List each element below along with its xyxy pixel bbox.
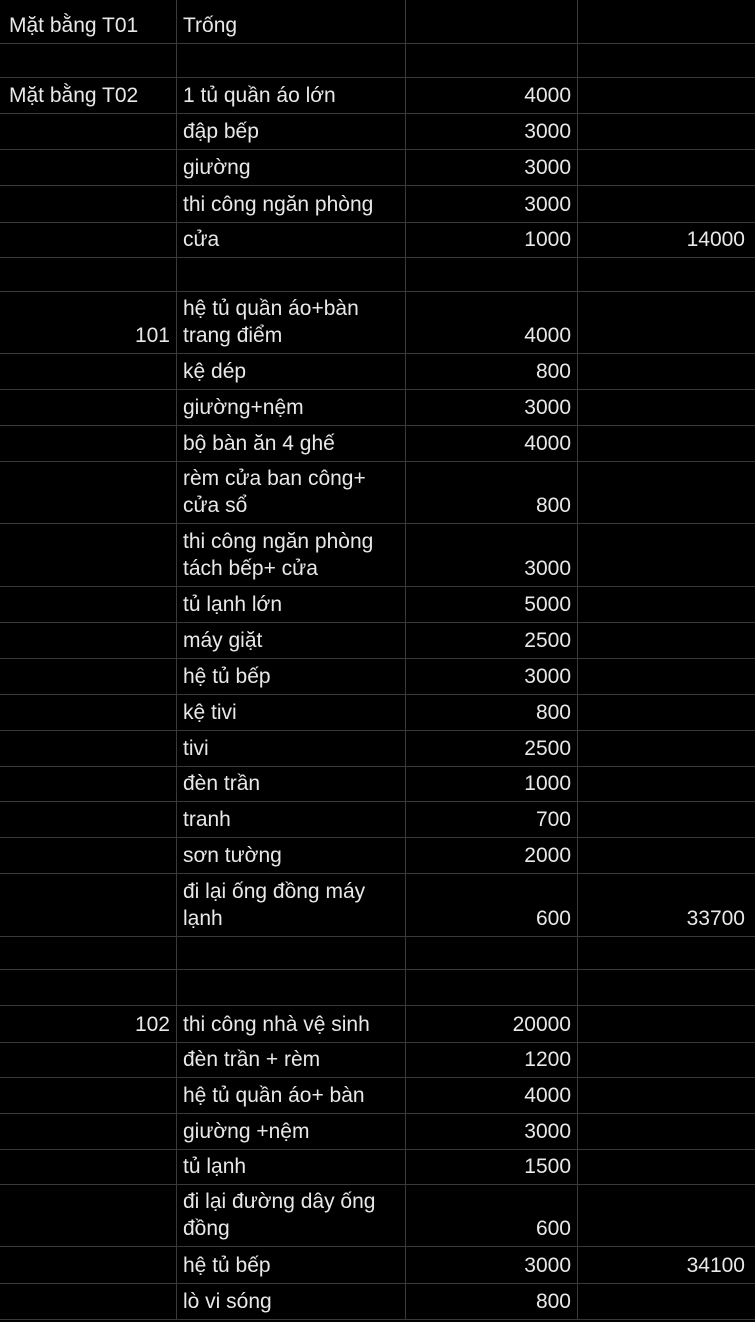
- table-row: [0, 354, 755, 390]
- cell-area[interactable]: [0, 78, 177, 113]
- cell-subtotal[interactable]: [578, 1150, 755, 1184]
- cell-item-text: đi lại ống đồng máy lạnh: [183, 880, 366, 930]
- cell-item[interactable]: [177, 1150, 406, 1184]
- cell-subtotal-text: 14000: [686, 228, 745, 251]
- cell-cost-text: 3000: [524, 557, 571, 580]
- cell-subtotal[interactable]: [578, 874, 755, 936]
- cell-cost[interactable]: [406, 524, 578, 586]
- cell-item[interactable]: [177, 390, 406, 425]
- cell-item[interactable]: [177, 223, 406, 257]
- cell-cost-text: 600: [535, 1217, 571, 1240]
- cell-cost[interactable]: [406, 623, 578, 658]
- cell-subtotal-text: 33700: [686, 907, 745, 930]
- cell-cost-text: 2500: [524, 737, 571, 760]
- table-row: [0, 0, 755, 44]
- cell-subtotal-text: 34100: [686, 1254, 745, 1277]
- cell-area[interactable]: [0, 1043, 177, 1077]
- cell-item-text: sơn tường: [183, 844, 282, 867]
- cell-area[interactable]: [0, 802, 177, 837]
- cell-subtotal[interactable]: [578, 1284, 755, 1319]
- cell-area[interactable]: [0, 1150, 177, 1184]
- cell-item-text: lò vi sóng: [183, 1290, 272, 1313]
- cell-area[interactable]: [0, 1006, 177, 1042]
- cell-item-text: tủ lạnh lớn: [183, 593, 283, 616]
- cell-subtotal[interactable]: [578, 426, 755, 461]
- cell-cost-text: 4000: [524, 1084, 571, 1107]
- table-row: [0, 659, 755, 695]
- cell-item[interactable]: [177, 44, 406, 77]
- table-row: [0, 390, 755, 426]
- cell-cost-text: 600: [535, 907, 571, 930]
- cell-subtotal[interactable]: [578, 390, 755, 425]
- cell-cost[interactable]: [406, 186, 578, 222]
- cell-subtotal[interactable]: [578, 767, 755, 801]
- table-row: [0, 1078, 755, 1114]
- cell-cost[interactable]: [406, 78, 578, 113]
- cell-cost[interactable]: [406, 1043, 578, 1077]
- cell-area-text: Mặt bằng T02: [9, 84, 139, 107]
- cell-area[interactable]: [0, 292, 177, 353]
- cell-cost[interactable]: [406, 838, 578, 873]
- cell-subtotal[interactable]: [578, 731, 755, 766]
- cell-subtotal[interactable]: [578, 462, 755, 523]
- cell-item[interactable]: [177, 937, 406, 969]
- cell-item-text: Trống: [183, 14, 238, 37]
- cell-area[interactable]: [0, 462, 177, 523]
- cell-cost[interactable]: [406, 1006, 578, 1042]
- table-row: [0, 838, 755, 874]
- cell-subtotal[interactable]: [578, 1247, 755, 1283]
- cell-item-text: tivi: [183, 737, 209, 760]
- cell-item-text: thi công ngăn phòng tách bếp+ cửa: [183, 530, 374, 580]
- cell-subtotal[interactable]: [578, 659, 755, 694]
- cell-cost[interactable]: [406, 659, 578, 694]
- cell-subtotal[interactable]: [578, 1078, 755, 1113]
- cell-cost-text: 800: [535, 701, 571, 724]
- table-row: [0, 623, 755, 659]
- cell-subtotal[interactable]: [578, 258, 755, 291]
- cell-cost-text: 3000: [524, 156, 571, 179]
- cell-item-text: thi công ngăn phòng: [183, 193, 374, 216]
- table-row: [0, 1114, 755, 1150]
- cell-item[interactable]: [177, 0, 406, 43]
- cell-area[interactable]: [0, 186, 177, 222]
- table-row: [0, 970, 755, 1006]
- cell-subtotal[interactable]: [578, 1006, 755, 1042]
- table-row: [0, 462, 755, 524]
- cell-area[interactable]: [0, 767, 177, 801]
- cell-item[interactable]: [177, 1284, 406, 1319]
- table-row: [0, 1006, 755, 1043]
- cell-item-text: tủ lạnh: [183, 1155, 247, 1178]
- cell-subtotal[interactable]: [578, 802, 755, 837]
- cell-area-text: 102: [134, 1013, 170, 1036]
- cell-cost[interactable]: [406, 937, 578, 969]
- table-row: [0, 874, 755, 937]
- cell-area[interactable]: [0, 838, 177, 873]
- table-row: [0, 524, 755, 587]
- cell-cost-text: 1500: [524, 1155, 571, 1178]
- cell-cost[interactable]: [406, 223, 578, 257]
- cell-area-text: 101: [134, 324, 170, 347]
- cell-subtotal[interactable]: [578, 150, 755, 185]
- table-row: [0, 1043, 755, 1078]
- cell-item-text: giường +nệm: [183, 1120, 310, 1143]
- table-row: [0, 1247, 755, 1284]
- cell-cost[interactable]: [406, 292, 578, 353]
- cell-subtotal[interactable]: [578, 587, 755, 622]
- cell-item-text: 1 tủ quần áo lớn: [183, 84, 336, 107]
- cell-subtotal[interactable]: [578, 292, 755, 353]
- table-row: [0, 426, 755, 462]
- cell-subtotal[interactable]: [578, 44, 755, 77]
- cell-item-text: hệ tủ bếp: [183, 1254, 271, 1277]
- cell-item[interactable]: [177, 802, 406, 837]
- cell-item-text: tranh: [183, 808, 231, 831]
- cell-subtotal[interactable]: [578, 1043, 755, 1077]
- cell-subtotal[interactable]: [578, 1114, 755, 1149]
- cell-subtotal[interactable]: [578, 0, 755, 43]
- cell-area[interactable]: [0, 695, 177, 730]
- cell-item-text: giường+nệm: [183, 396, 304, 419]
- cell-subtotal[interactable]: [578, 623, 755, 658]
- cell-cost-text: 2500: [524, 629, 571, 652]
- cell-area[interactable]: [0, 937, 177, 969]
- cell-cost-text: 800: [535, 360, 571, 383]
- cell-area[interactable]: [0, 970, 177, 1005]
- cell-area[interactable]: [0, 1114, 177, 1149]
- cell-cost-text: 700: [535, 808, 571, 831]
- table-row: [0, 587, 755, 623]
- cell-item[interactable]: [177, 623, 406, 658]
- cell-cost[interactable]: [406, 1284, 578, 1319]
- cell-cost-text: 3000: [524, 120, 571, 143]
- cell-item-text: hệ tủ bếp: [183, 665, 271, 688]
- cell-area[interactable]: [0, 1247, 177, 1283]
- table-row: [0, 292, 755, 354]
- cell-cost[interactable]: [406, 426, 578, 461]
- cell-subtotal[interactable]: [578, 78, 755, 113]
- cell-area[interactable]: [0, 1185, 177, 1246]
- table-row: [0, 767, 755, 802]
- table-row: [0, 78, 755, 114]
- cell-area[interactable]: [0, 223, 177, 257]
- cell-item-text: rèm cửa ban công+ cửa sổ: [183, 467, 366, 517]
- cell-cost[interactable]: [406, 587, 578, 622]
- cell-item[interactable]: [177, 1006, 406, 1042]
- cell-item-text: hệ tủ quần áo+bàn trang điểm: [183, 297, 359, 347]
- cell-item-text: hệ tủ quần áo+ bàn: [183, 1084, 365, 1107]
- cell-subtotal[interactable]: [578, 223, 755, 257]
- cell-cost[interactable]: [406, 1078, 578, 1113]
- cell-area[interactable]: [0, 524, 177, 586]
- cell-cost[interactable]: [406, 150, 578, 185]
- cell-item[interactable]: [177, 731, 406, 766]
- cell-cost[interactable]: [406, 767, 578, 801]
- cell-area[interactable]: [0, 114, 177, 149]
- cell-item-text: giường: [183, 156, 251, 179]
- table-row: [0, 258, 755, 292]
- cell-item-text: đèn trần + rèm: [183, 1048, 321, 1071]
- cell-item[interactable]: [177, 258, 406, 291]
- cell-cost[interactable]: [406, 354, 578, 389]
- cell-cost-text: 800: [535, 494, 571, 517]
- cell-cost-text: 3000: [524, 396, 571, 419]
- cell-cost[interactable]: [406, 874, 578, 936]
- cell-cost[interactable]: [406, 0, 578, 43]
- cell-item-text: đi lại đường dây ống đồng: [183, 1190, 376, 1240]
- cell-item[interactable]: [177, 78, 406, 113]
- table-row: [0, 1284, 755, 1320]
- cell-item[interactable]: [177, 1185, 406, 1246]
- cell-cost[interactable]: [406, 258, 578, 291]
- cell-area[interactable]: [0, 1078, 177, 1113]
- cell-cost[interactable]: [406, 1185, 578, 1246]
- cell-item[interactable]: [177, 354, 406, 389]
- table-row: [0, 150, 755, 186]
- cell-item[interactable]: [177, 462, 406, 523]
- cell-cost-text: 4000: [524, 324, 571, 347]
- cell-item[interactable]: [177, 659, 406, 694]
- cell-cost-text: 4000: [524, 84, 571, 107]
- table-row: [0, 1150, 755, 1185]
- cell-item-text: kệ dép: [183, 360, 247, 383]
- cell-item[interactable]: [177, 695, 406, 730]
- cell-cost-text: 1200: [524, 1048, 571, 1071]
- cell-area[interactable]: [0, 0, 177, 43]
- cell-area[interactable]: [0, 354, 177, 389]
- table-row: [0, 695, 755, 731]
- cell-subtotal[interactable]: [578, 354, 755, 389]
- cell-cost[interactable]: [406, 462, 578, 523]
- cell-cost[interactable]: [406, 731, 578, 766]
- cell-cost-text: 1000: [524, 228, 571, 251]
- cell-area[interactable]: [0, 731, 177, 766]
- cell-cost[interactable]: [406, 44, 578, 77]
- cell-cost-text: 3000: [524, 1254, 571, 1277]
- cell-subtotal[interactable]: [578, 1185, 755, 1246]
- cell-item[interactable]: [177, 114, 406, 149]
- cell-item[interactable]: [177, 186, 406, 222]
- table-row: [0, 186, 755, 223]
- cell-item[interactable]: [177, 838, 406, 873]
- cell-cost-text: 3000: [524, 1120, 571, 1143]
- cell-item[interactable]: [177, 1247, 406, 1283]
- cell-cost[interactable]: [406, 114, 578, 149]
- cell-cost[interactable]: [406, 1114, 578, 1149]
- cell-item[interactable]: [177, 150, 406, 185]
- cell-cost[interactable]: [406, 1150, 578, 1184]
- cell-item-text: đèn trần: [183, 772, 261, 795]
- cell-cost[interactable]: [406, 695, 578, 730]
- table-row: [0, 44, 755, 78]
- cell-area[interactable]: [0, 1284, 177, 1319]
- cell-cost-text: 5000: [524, 593, 571, 616]
- cell-item[interactable]: [177, 292, 406, 353]
- cell-cost-text: 3000: [524, 193, 571, 216]
- cell-item[interactable]: [177, 1114, 406, 1149]
- table-row: [0, 114, 755, 150]
- cell-item[interactable]: [177, 426, 406, 461]
- cell-item[interactable]: [177, 874, 406, 936]
- table-row: [0, 802, 755, 838]
- cell-subtotal[interactable]: [578, 695, 755, 730]
- cell-item[interactable]: [177, 524, 406, 586]
- cell-cost[interactable]: [406, 1247, 578, 1283]
- cell-cost-text: 1000: [524, 772, 571, 795]
- cell-subtotal[interactable]: [578, 114, 755, 149]
- cell-area[interactable]: [0, 258, 177, 291]
- cell-subtotal[interactable]: [578, 970, 755, 1005]
- cell-cost[interactable]: [406, 802, 578, 837]
- cell-area[interactable]: [0, 150, 177, 185]
- cell-area[interactable]: [0, 874, 177, 936]
- cell-area[interactable]: [0, 390, 177, 425]
- cell-item[interactable]: [177, 587, 406, 622]
- cell-area[interactable]: [0, 659, 177, 694]
- cell-area[interactable]: [0, 587, 177, 622]
- cell-item-text: đập bếp: [183, 120, 259, 143]
- cell-item[interactable]: [177, 970, 406, 1005]
- cell-cost-text: 2000: [524, 844, 571, 867]
- table-row: [0, 1185, 755, 1247]
- cell-cost-text: 3000: [524, 665, 571, 688]
- cell-cost-text: 4000: [524, 432, 571, 455]
- table-row: [0, 223, 755, 258]
- cell-item-text: thi công nhà vệ sinh: [183, 1013, 370, 1036]
- cell-subtotal[interactable]: [578, 838, 755, 873]
- cell-cost-text: 800: [535, 1290, 571, 1313]
- cell-subtotal[interactable]: [578, 524, 755, 586]
- table-row: [0, 731, 755, 767]
- cell-item-text: cửa: [183, 228, 220, 251]
- cell-item[interactable]: [177, 767, 406, 801]
- cell-item-text: máy giặt: [183, 629, 263, 652]
- cell-item[interactable]: [177, 1078, 406, 1113]
- table-row: [0, 937, 755, 970]
- cell-area-text: Mặt bằng T01: [9, 14, 139, 37]
- cell-item[interactable]: [177, 1043, 406, 1077]
- cell-item-text: kệ tivi: [183, 701, 237, 724]
- cell-item-text: bộ bàn ăn 4 ghế: [183, 432, 335, 455]
- cell-area[interactable]: [0, 44, 177, 77]
- cell-cost[interactable]: [406, 970, 578, 1005]
- cell-area[interactable]: [0, 623, 177, 658]
- cell-subtotal[interactable]: [578, 186, 755, 222]
- cell-area[interactable]: [0, 426, 177, 461]
- cell-cost[interactable]: [406, 390, 578, 425]
- cell-cost-text: 20000: [512, 1013, 571, 1036]
- cell-subtotal[interactable]: [578, 937, 755, 969]
